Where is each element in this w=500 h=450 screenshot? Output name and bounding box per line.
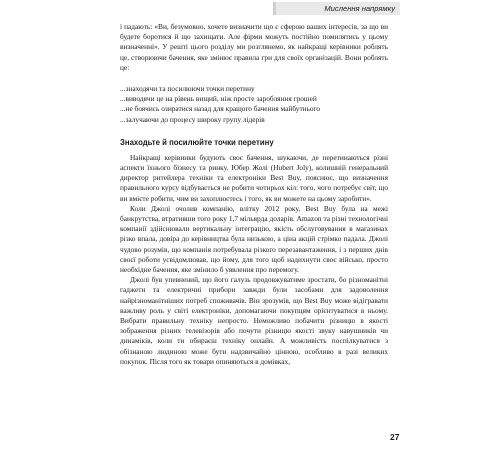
list-item: ...знаходячи та посилюючи точки перетину: [120, 84, 255, 94]
list-item: ...залучаючи до процесу широку групу лідерів: [120, 114, 265, 124]
list-item: ...виводячи це на рівень вищий, ніж просте заробляння грошей: [120, 94, 317, 104]
body-paragraph: Коли Джолі очолив компанію, влітку 2012 року, Best Buy була на межі банкрутства, втративши того року 1,7 мільярда доларів. Amazon та різні технологічні компанії здійснювали вертикальну інтеграцію, якість обслуговування в магазинах різко впала, довіра до керівництва була низькою, а ціна акцій стрімко падала. Джолі чудово розумів, що компанія потребувала різкого перезавантаження, і з перших днів своєї роботи усвідомлював, що йому, для того щоб надихнути своє військо, просто необхідне бачення, яке змінило б уявлення про перемогу.: [120, 203, 388, 275]
intro-paragraph: і падають: «Ви, безумовно, хочете визначити що є сферою ваших інтересів, за що ви будете боротися й що захищати. Але фірми можуть постійно помилятись у цьому визначенні». У решті цього розділу ми розглянемо, як найкращі керівники роблять це, створюючи бачення, яке змінює правила гри для своїх організацій. Вони роблять це:: [120, 22, 388, 72]
body-paragraph: Найкращі керівники будують своє бачення, шукаючи, де перетинаються різні аспекти їхнього бізнесу та ринку. Юбер Жолі (Hubert Joly), колишній генеральний директор ритейлера техніки та електроніки Best Buy, пояснює, що визначення правильного курсу відбувається не робити чотирьох кіл: того, чого потребує світ, що ви вмієте робити, чим ви захоплюєтесь і того, як ви можете на цьому заробити».: [120, 152, 388, 203]
section-heading: Знаходьте й посилюйте точки перетину: [120, 137, 274, 147]
page-number: 27: [390, 432, 400, 442]
body-paragraph: Джолі був упевнений, що його галузь продовжуватиме зростати, бо різноманітні гаджети та електричні прибори завжди були засобами для задоволення найрізноманітніших потреб споживачів. Він зрозумів, що Best Buy може відігравати важливу роль у світі електроніки, допомагаючи покупцям орієнтуватися в ньому. Вибрати правильну техніку непросто. Неможливо побачити різницю в якості зображення різних телевізорів або почути різницю якості звуку навушників чи динаміків, коли ти обираєш техніку онлайн. А можливість поспілкуватися з обізнаною людиною може бути надзвичайно цінною, особливо в разі великих покупок. Після того як товари опиняються в домівках,: [120, 275, 388, 366]
running-header: Мислення напрямку: [273, 2, 400, 15]
bullet-list: [120, 84, 388, 125]
body-text: [120, 22, 388, 367]
list-item: ...не боячись озиратися назад для кращого бачення майбутнього: [120, 104, 321, 114]
